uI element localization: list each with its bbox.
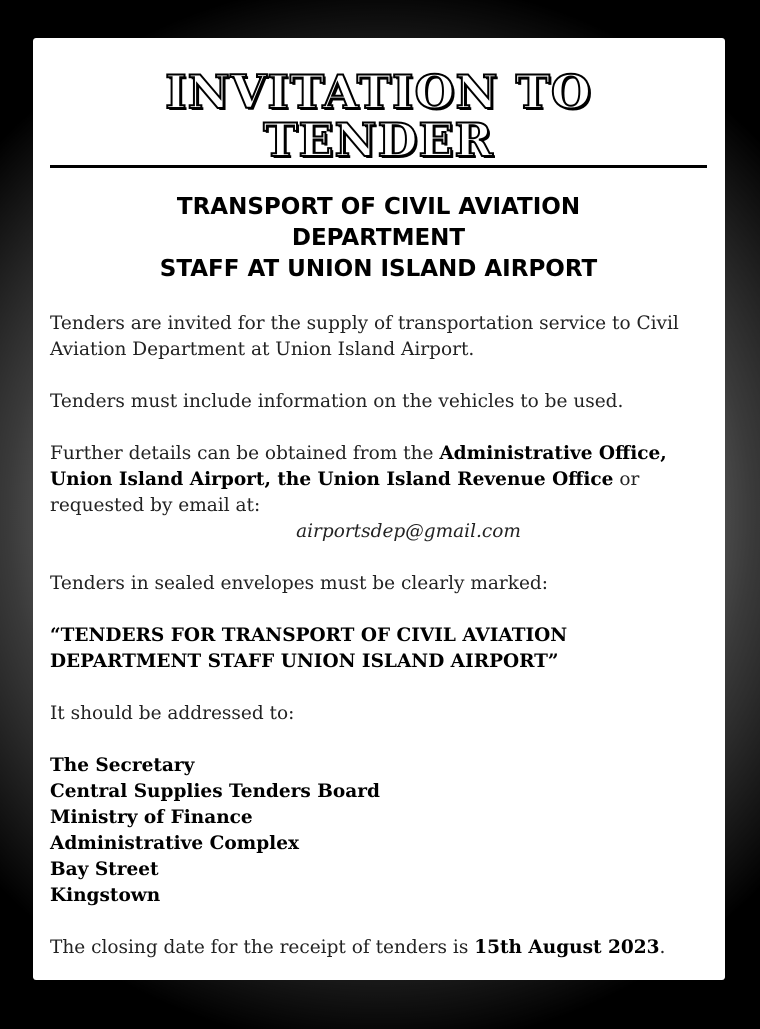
address-line: Administrative Complex [50,833,300,854]
addressed-paragraph: It should be addressed to: [50,703,295,724]
subheading-line: TRANSPORT OF CIVIL AVIATION [176,194,581,220]
address-line: The Secretary [50,755,195,776]
closing-date: 15th August 2023 [474,937,660,958]
closing-prefix: The closing date for the receipt of tenders is [50,937,475,958]
notice-subheading [50,192,707,285]
address-line: Kingstown [50,885,161,906]
address-line: Central Supplies Tenders Board [50,781,380,802]
closing-suffix: . [659,937,666,958]
address-line: Ministry of Finance [50,807,253,828]
sealed-paragraph: Tenders in sealed envelopes must be clearly marked: [50,573,548,594]
subheading-line: DEPARTMENT [291,225,466,251]
mailing-address [50,753,707,909]
subheading-line: STAFF AT UNION ISLAND AIRPORT [159,256,598,282]
details-prefix: Further details can be obtained from the [50,443,440,464]
notice-body [50,311,707,961]
contact-email[interactable]: airportsdep@gmail.com [296,521,521,542]
vehicles-paragraph: Tenders must include information on the vehicles to be used. [50,391,624,412]
details-offices: Administrative Office, Union Island Airport, the Union Island Revenue Office [50,443,667,490]
details-paragraph [50,441,707,545]
tender-notice [33,38,725,980]
details-suffix: or requested by email at: [50,469,640,516]
closing-date-paragraph [50,935,707,961]
intro-paragraph: Tenders are invited for the supply of transportation service to Civil Aviation Department at Union Island Airport. [50,313,679,360]
notice-headline [50,65,707,168]
headline-text: INVITATION TO TENDER [50,68,707,168]
address-line: Bay Street [50,859,159,880]
envelope-marking: “TENDERS FOR TRANSPORT OF CIVIL AVIATION DEPARTMENT STAFF UNION ISLAND AIRPORT” [50,625,568,672]
